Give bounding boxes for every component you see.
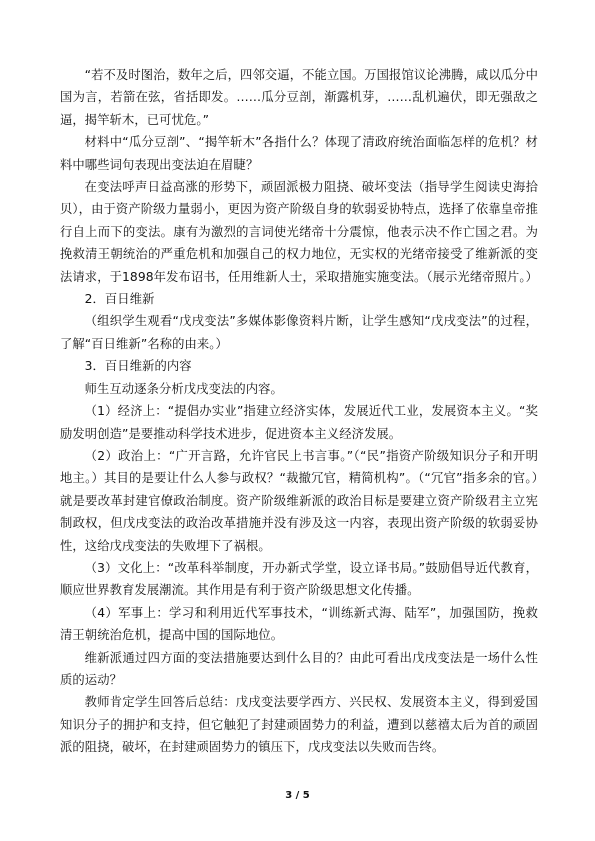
page-number: 3 / 5 [285, 790, 310, 801]
paragraph-military: （4）军事上：学习和利用近代军事技术，“训练新式海、陆军”，加强国防，挽救清王朝统治危机，提高中国的国际地位。 [60, 605, 538, 643]
page-body [60, 64, 538, 759]
section-heading-hundred-days: 2．百日维新 [84, 292, 155, 307]
paragraph-quote: “若不及时图治，数年之后，四邻交逼，不能立国。万国报馆议论沸腾，咸以瓜分中国为言，若箭在弦，省括即发。……瓜分豆剖，渐露机芽，……乱机遍伏，即无强敌之逼，揭竿斩木，已可忧危。” [60, 68, 538, 127]
paragraph-multimedia: （组织学生观看“戊戌变法”多媒体影像资料片断，让学生感知“戊戌变法”的过程，了解“百日维新”名称的由来。） [60, 314, 538, 351]
paragraph-summary: 教师肯定学生回答后总结：戊戌变法要学西方、兴民权、发展资本主义，得到爱国知识分子的拥护和支持，但它触犯了封建顽固势力的利益，遭到以慈禧太后为首的顽固派的阻挠，破坏，在封建顽固势力的镇压下，戊戌变法以失败而告终。 [60, 695, 538, 755]
paragraph-purpose-question: 维新派通过四方面的变法措施要达到什么目的？由此可看出戊戌变法是一场什么性质的运动？ [60, 650, 538, 687]
section-heading-reform-content: 3．百日维新的内容 [84, 359, 192, 374]
paragraph-politics: （2）政治上：“广开言路，允许官民上书言事。”（“民”指资产阶级知识分子和开明地主。）其目的是要让什么人参与政权？“裁撤冗官，精简机构”。（“冗官”指多余的官。）就是要改革封建官僚政治制度。资产阶级维新派的政治目标是要建立资产阶级君主立宪制政权，但戊戌变法的政治改革措施并没有涉及这一内容，表现出资产阶级的软弱妥协性，这给戊戌变法的失败埋下了祸根。 [60, 448, 538, 553]
paragraph-question: 材料中“瓜分豆剖”、“揭竿斩木”各指什么？体现了清政府统治面临怎样的危机？材料中哪些词句表现出变法迫在眉睫？ [60, 135, 538, 172]
paragraph-interaction: 师生互动逐条分析戊戌变法的内容。 [84, 381, 283, 396]
paragraph-background: 在变法呼声日益高涨的形势下，顽固派极力阻挠、破坏变法（指导学生阅读史海拾贝），由于资产阶级力量弱小，更因为资产阶级自身的软弱妥协特点，选择了依靠皇帝推行自上而下的变法。康有为激烈的言词使光绪帝十分震惊，他表示决不作亡国之君。为挽救清王朝统治的严重危机和加强自己的权力地位，无实权的光绪帝接受了维新派的变法请求，于1898年发布诏书，任用维新人士，采取措施实施变法。（展示光绪帝照片。） [60, 180, 539, 284]
paragraph-culture: （3）文化上：“改革科举制度，开办新式学堂，设立译书局。”鼓励倡导近代教育，顺应世界教育发展潮流。其作用是有利于资产阶级思想文化传播。 [60, 560, 538, 598]
paragraph-economy: （1）经济上：“提倡办实业”指建立经济实体，发展近代工业，发展资本主义。“奖励发明创造”是要推动科学技术进步，促进资本主义经济发展。 [60, 404, 538, 441]
